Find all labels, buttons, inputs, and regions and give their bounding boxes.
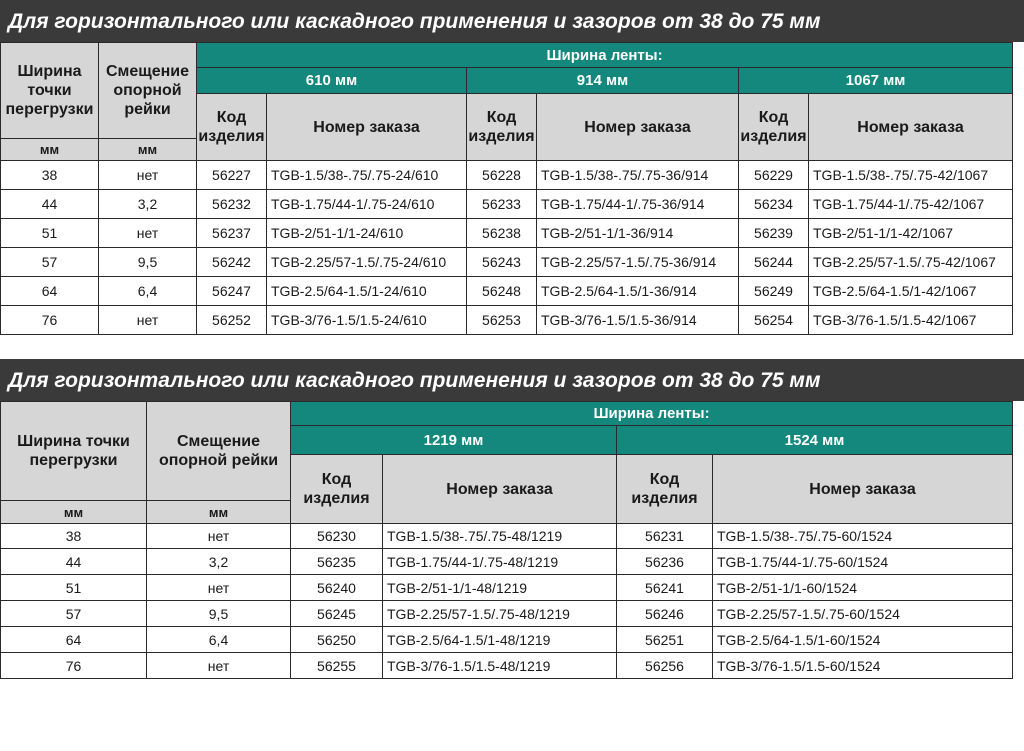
header-code: Код изделия	[467, 94, 537, 161]
table-row	[1, 190, 1013, 219]
cell-order: TGB-1.5/38-.75/.75-36/914	[537, 161, 739, 190]
cell-order: TGB-3/76-1.5/1.5-60/1524	[713, 653, 1013, 679]
cell-order: TGB-2/51-1/1-36/914	[537, 219, 739, 248]
header-width-1524: 1524 мм	[617, 426, 1013, 455]
header-code: Код изделия	[617, 455, 713, 524]
cell-code: 56240	[291, 575, 383, 601]
cell-order: TGB-2.5/64-1.5/1-36/914	[537, 277, 739, 306]
cell-width: 51	[1, 219, 99, 248]
cell-order: TGB-1.5/38-.75/.75-48/1219	[383, 524, 617, 549]
cell-code: 56238	[467, 219, 537, 248]
cell-offset: нет	[147, 575, 291, 601]
cell-width: 38	[1, 524, 147, 549]
cell-order: TGB-2.25/57-1.5/.75-42/1067	[809, 248, 1013, 277]
cell-offset: нет	[147, 653, 291, 679]
header-belt-width: Ширина ленты:	[197, 43, 1013, 68]
header-rail-offset: Смещение опорной рейки	[99, 43, 197, 139]
cell-order: TGB-3/76-1.5/1.5-36/914	[537, 306, 739, 335]
unit-label: мм	[99, 139, 197, 161]
table-row	[1, 524, 1013, 549]
cell-code: 56230	[291, 524, 383, 549]
cell-code: 56253	[467, 306, 537, 335]
cell-offset: нет	[99, 306, 197, 335]
section-1-title: Для горизонтального или каскадного применения и зазоров от 38 до 75 мм	[0, 0, 1024, 42]
cell-width: 57	[1, 601, 147, 627]
cell-code: 56246	[617, 601, 713, 627]
cell-order: TGB-2.5/64-1.5/1-24/610	[267, 277, 467, 306]
cell-order: TGB-2.5/64-1.5/1-42/1067	[809, 277, 1013, 306]
cell-code: 56244	[739, 248, 809, 277]
table-row	[1, 306, 1013, 335]
header-transfer-width: Ширина точки перегрузки	[1, 43, 99, 139]
cell-code: 56248	[467, 277, 537, 306]
cell-order: TGB-1.75/44-1/.75-24/610	[267, 190, 467, 219]
cell-width: 38	[1, 161, 99, 190]
cell-code: 56235	[291, 549, 383, 575]
unit-label: мм	[1, 501, 147, 524]
cell-order: TGB-2.25/57-1.5/.75-24/610	[267, 248, 467, 277]
cell-code: 56229	[739, 161, 809, 190]
header-width-610: 610 мм	[197, 68, 467, 94]
cell-offset: 6,4	[147, 627, 291, 653]
cell-offset: 3,2	[147, 549, 291, 575]
cell-width: 44	[1, 190, 99, 219]
table-row	[1, 653, 1013, 679]
cell-code: 56241	[617, 575, 713, 601]
cell-code: 56250	[291, 627, 383, 653]
cell-order: TGB-2.5/64-1.5/1-48/1219	[383, 627, 617, 653]
cell-code: 56245	[291, 601, 383, 627]
cell-width: 64	[1, 627, 147, 653]
cell-code: 56233	[467, 190, 537, 219]
header-order: Номер заказа	[537, 94, 739, 161]
cell-order: TGB-2/51-1/1-48/1219	[383, 575, 617, 601]
cell-width: 57	[1, 248, 99, 277]
table-row	[1, 627, 1013, 653]
cell-offset: 9,5	[99, 248, 197, 277]
cell-width: 76	[1, 653, 147, 679]
cell-order: TGB-2.25/57-1.5/.75-60/1524	[713, 601, 1013, 627]
cell-order: TGB-1.75/44-1/.75-42/1067	[809, 190, 1013, 219]
cell-width: 76	[1, 306, 99, 335]
table-row	[1, 248, 1013, 277]
cell-order: TGB-1.75/44-1/.75-60/1524	[713, 549, 1013, 575]
cell-code: 56232	[197, 190, 267, 219]
header-order: Номер заказа	[713, 455, 1013, 524]
spec-table-2	[0, 401, 1013, 679]
cell-code: 56251	[617, 627, 713, 653]
cell-order: TGB-3/76-1.5/1.5-48/1219	[383, 653, 617, 679]
cell-offset: 9,5	[147, 601, 291, 627]
cell-order: TGB-2.5/64-1.5/1-60/1524	[713, 627, 1013, 653]
table-row	[1, 549, 1013, 575]
table-row	[1, 601, 1013, 627]
cell-code: 56247	[197, 277, 267, 306]
header-width-1067: 1067 мм	[739, 68, 1013, 94]
cell-order: TGB-2/51-1/1-24/610	[267, 219, 467, 248]
header-belt-width: Ширина ленты:	[291, 402, 1013, 426]
cell-code: 56231	[617, 524, 713, 549]
header-order: Номер заказа	[809, 94, 1013, 161]
cell-order: TGB-1.5/38-.75/.75-42/1067	[809, 161, 1013, 190]
cell-order: TGB-1.75/44-1/.75-36/914	[537, 190, 739, 219]
header-width-914: 914 мм	[467, 68, 739, 94]
cell-code: 56252	[197, 306, 267, 335]
cell-order: TGB-1.75/44-1/.75-48/1219	[383, 549, 617, 575]
cell-offset: 3,2	[99, 190, 197, 219]
cell-order: TGB-1.5/38-.75/.75-60/1524	[713, 524, 1013, 549]
unit-label: мм	[1, 139, 99, 161]
cell-width: 51	[1, 575, 147, 601]
header-order: Номер заказа	[267, 94, 467, 161]
cell-code: 56227	[197, 161, 267, 190]
cell-code: 56242	[197, 248, 267, 277]
cell-code: 56254	[739, 306, 809, 335]
cell-code: 56228	[467, 161, 537, 190]
cell-code: 56234	[739, 190, 809, 219]
cell-code: 56243	[467, 248, 537, 277]
spec-table-1	[0, 42, 1013, 335]
table-row	[1, 161, 1013, 190]
cell-order: TGB-3/76-1.5/1.5-42/1067	[809, 306, 1013, 335]
table-row	[1, 575, 1013, 601]
cell-code: 56237	[197, 219, 267, 248]
cell-order: TGB-3/76-1.5/1.5-24/610	[267, 306, 467, 335]
header-transfer-width: Ширина точки перегрузки	[1, 402, 147, 501]
header-order: Номер заказа	[383, 455, 617, 524]
cell-code: 56256	[617, 653, 713, 679]
unit-label: мм	[147, 501, 291, 524]
cell-code: 56249	[739, 277, 809, 306]
header-code: Код изделия	[291, 455, 383, 524]
cell-offset: 6,4	[99, 277, 197, 306]
section-2-title: Для горизонтального или каскадного применения и зазоров от 38 до 75 мм	[0, 359, 1024, 401]
cell-offset: нет	[99, 219, 197, 248]
cell-code: 56239	[739, 219, 809, 248]
cell-width: 64	[1, 277, 99, 306]
cell-order: TGB-2/51-1/1-60/1524	[713, 575, 1013, 601]
cell-width: 44	[1, 549, 147, 575]
cell-order: TGB-2.25/57-1.5/.75-36/914	[537, 248, 739, 277]
header-width-1219: 1219 мм	[291, 426, 617, 455]
header-code: Код изделия	[739, 94, 809, 161]
table-row	[1, 219, 1013, 248]
cell-offset: нет	[147, 524, 291, 549]
cell-order: TGB-2/51-1/1-42/1067	[809, 219, 1013, 248]
cell-order: TGB-2.25/57-1.5/.75-48/1219	[383, 601, 617, 627]
header-code: Код изделия	[197, 94, 267, 161]
table-row	[1, 277, 1013, 306]
cell-code: 56255	[291, 653, 383, 679]
header-rail-offset: Смещение опорной рейки	[147, 402, 291, 501]
cell-order: TGB-1.5/38-.75/.75-24/610	[267, 161, 467, 190]
cell-code: 56236	[617, 549, 713, 575]
cell-offset: нет	[99, 161, 197, 190]
